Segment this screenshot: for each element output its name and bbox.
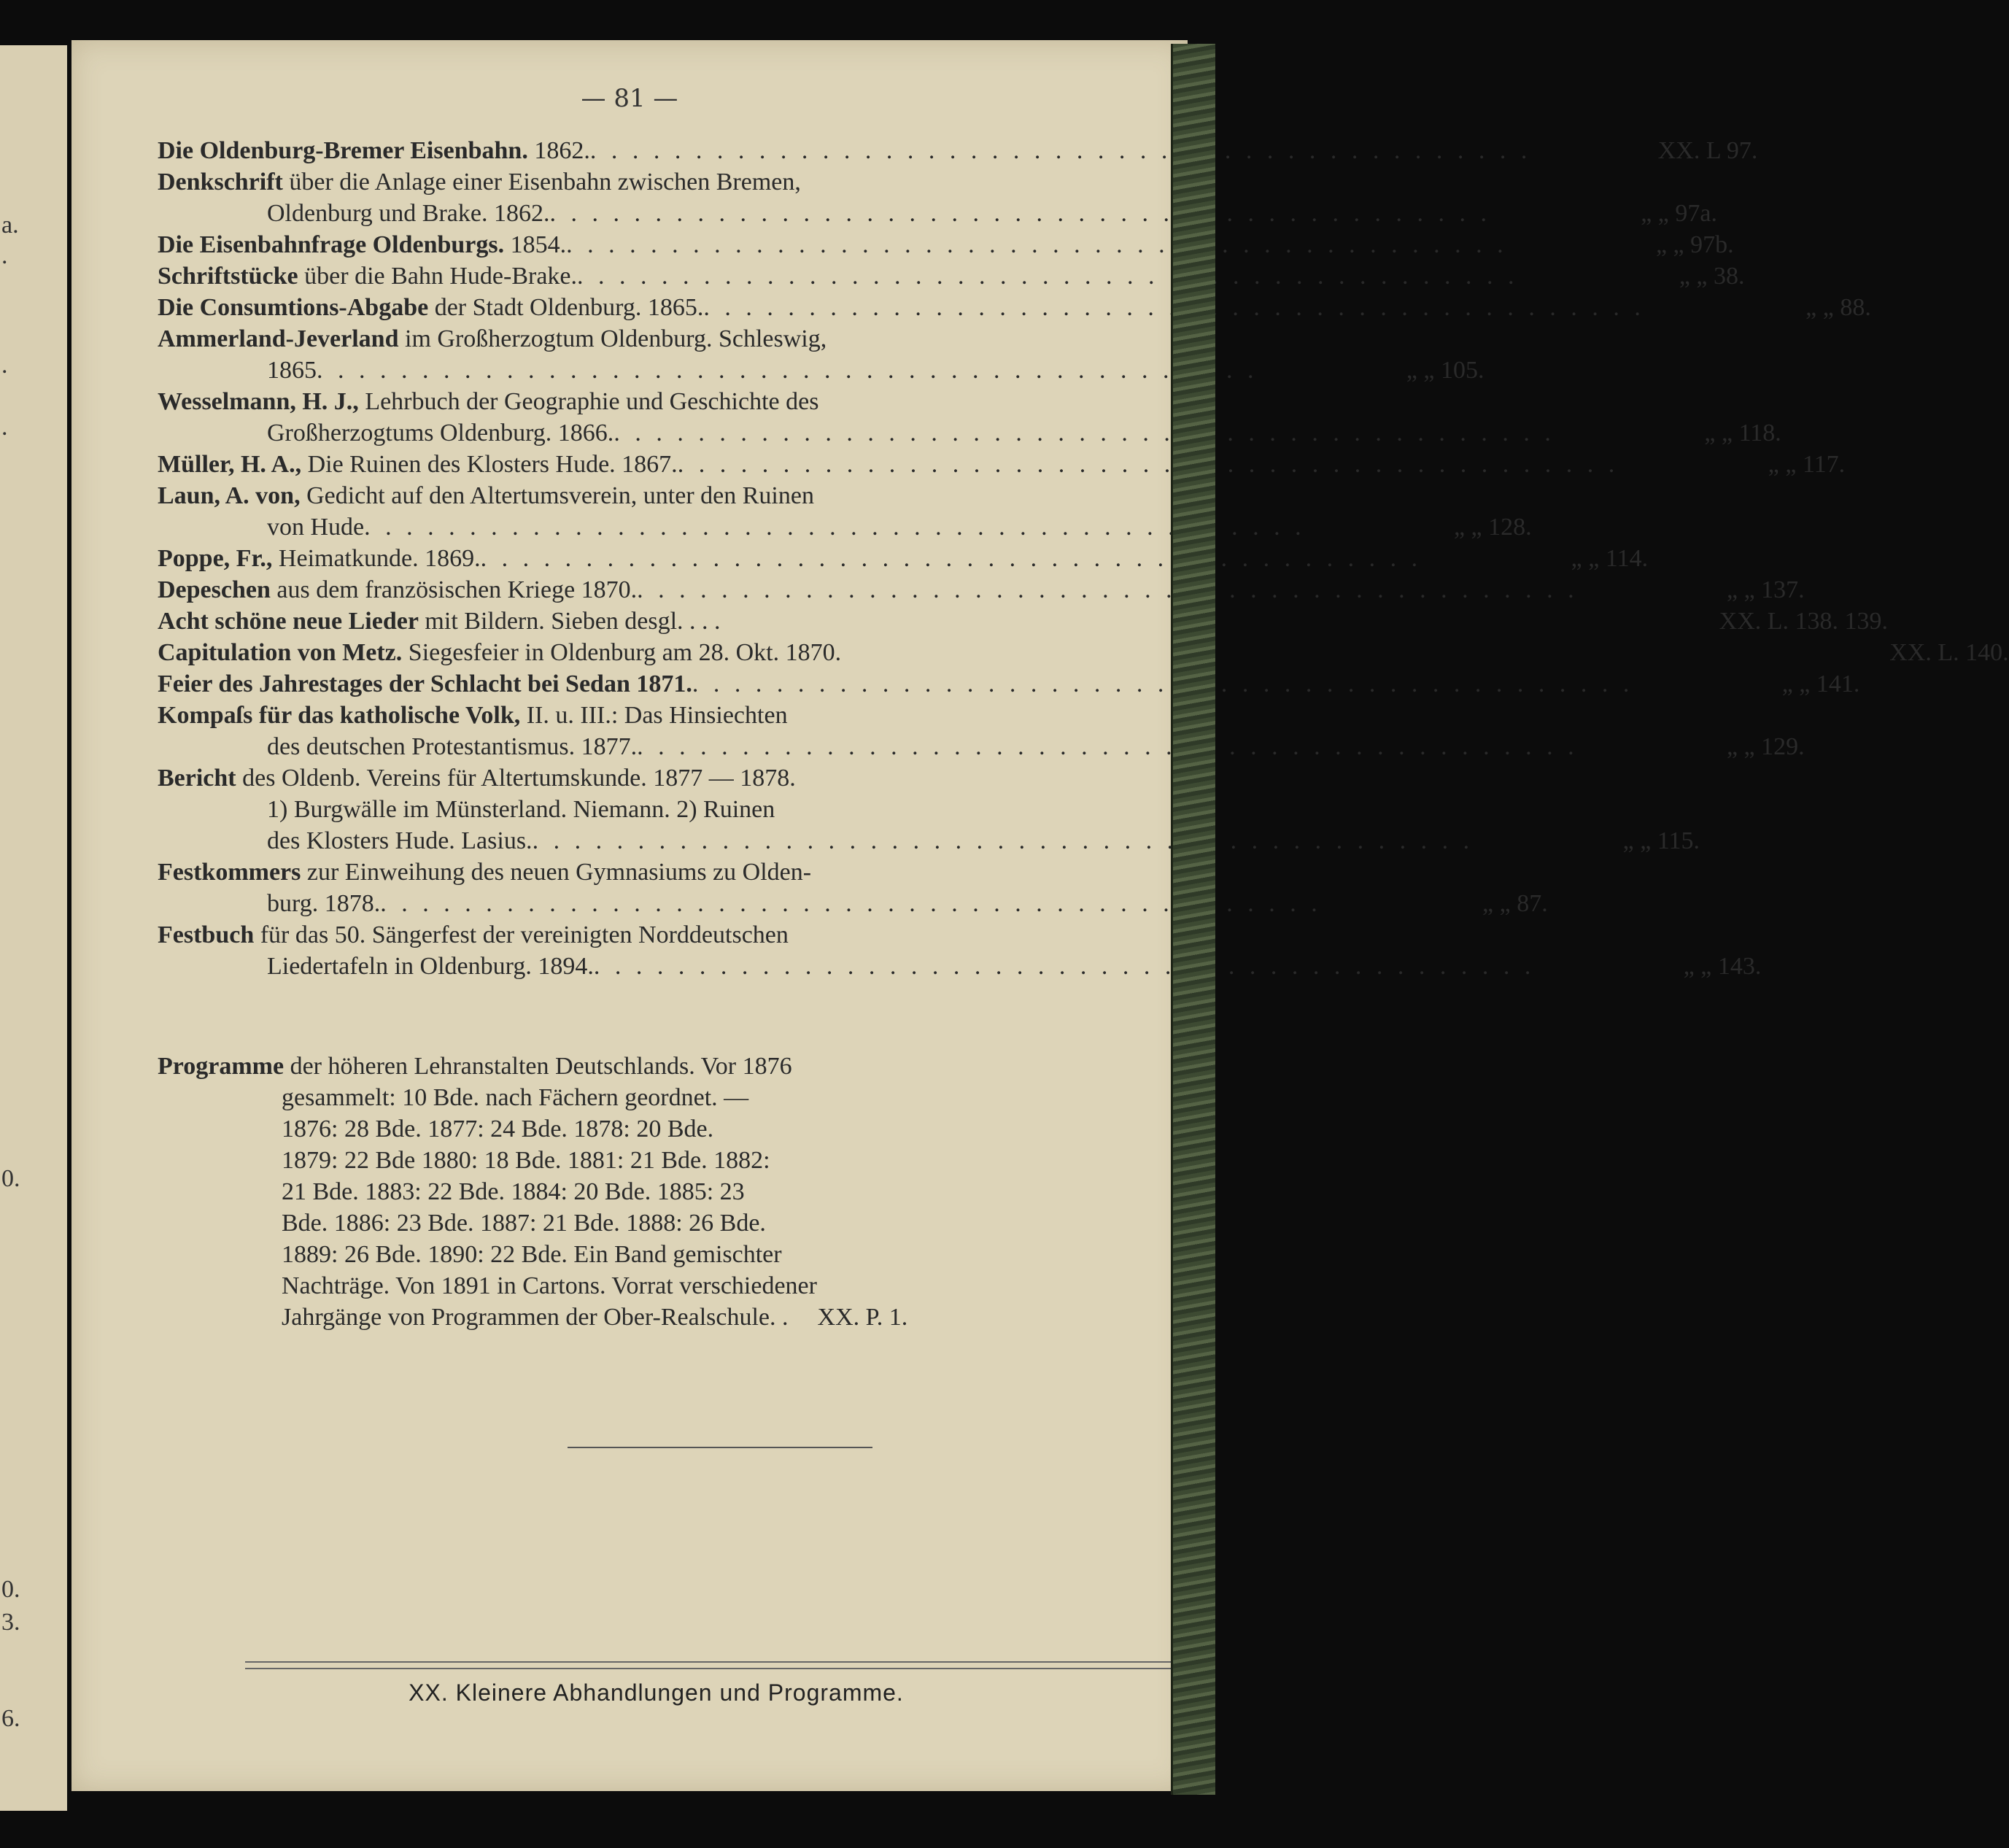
shelf-reference: „ „ 38.	[1679, 263, 1745, 290]
shelf-reference: „ „ 141.	[1781, 670, 1860, 697]
entry-description: der Stadt Oldenburg. 1865.	[428, 294, 704, 321]
entry-line	[158, 543, 1649, 574]
entry-line	[158, 260, 1745, 292]
entry-description: des Oldenb. Vereins für Altertumskunde. 1877 — 1878.	[236, 765, 796, 792]
catalog-entry	[158, 574, 1805, 606]
dot-leader	[549, 198, 1491, 229]
shelf-reference	[1753, 857, 1979, 888]
entry-line	[158, 449, 1846, 480]
entry-description: Gedicht auf den Altertumsverein, unter den Ruinen	[300, 482, 814, 509]
shelf-reference: „ „ 114.	[1571, 545, 1649, 572]
entry-description: mit Bildern. Sieben desgl. . . .	[418, 608, 721, 635]
entry-line	[158, 386, 1186, 417]
dot-leader	[678, 449, 1619, 480]
entry-heading: Capitulation von Metz.	[158, 639, 403, 666]
entry-line	[158, 919, 1186, 951]
entry-heading: Poppe, Fr.,	[158, 545, 273, 572]
entry-line	[158, 951, 1762, 982]
programme-heading: Programme	[158, 1053, 284, 1080]
entry-line	[158, 857, 1186, 888]
shelf-reference: XX. L. 138. 139.	[1719, 608, 1889, 635]
margin-fragment: 6.	[1, 1705, 20, 1732]
dot-leader	[566, 229, 1508, 260]
book-page	[71, 40, 2009, 1791]
dot-leader	[594, 951, 1536, 982]
shelf-reference: XX. L. 140.	[1889, 639, 2009, 666]
margin-fragment: .	[1, 414, 8, 441]
entry-text	[158, 292, 703, 323]
shelf-reference: „ „ 115.	[1622, 827, 1700, 854]
entry-text	[158, 229, 566, 260]
programme-text: 1879: 22 Bde 1880: 18 Bde. 1881: 21 Bde. 1882:	[282, 1147, 770, 1174]
entry-text	[158, 417, 613, 449]
entry-text	[158, 198, 549, 229]
entry-line	[158, 731, 1805, 762]
entry-description: im Großherzogtum Oldenburg. Schleswig,	[398, 325, 827, 352]
entry-line	[158, 355, 1485, 386]
entry-heading: Laun, A. von,	[158, 482, 301, 509]
dot-leader	[590, 135, 1532, 166]
entry-heading: Festkommers	[158, 859, 301, 886]
margin-fragment: .	[1, 352, 8, 379]
entry-heading: Kompaſs für das katholische Volk,	[158, 702, 521, 729]
entry-heading: Feier des Jahrestages der Schlacht bei Sedan 1871.	[158, 670, 692, 697]
entry-line	[158, 323, 1186, 355]
entry-line	[158, 888, 1548, 919]
dot-leader	[481, 543, 1422, 574]
dot-leader	[637, 731, 1579, 762]
shelf-reference: XX. P. 1.	[817, 1304, 908, 1331]
entry-description: Liedertafeln in Oldenburg. 1894.	[267, 953, 594, 980]
entry-text	[158, 135, 590, 166]
entry-text	[158, 700, 788, 731]
catalog-entry	[158, 449, 1846, 480]
programme-text: Bde. 1886: 23 Bde. 1887: 21 Bde. 1888: 26 Bde.	[282, 1210, 766, 1237]
catalog-entry	[158, 166, 1717, 229]
catalog-entry	[158, 606, 1889, 637]
entry-text	[158, 449, 678, 480]
entry-description: 1854.	[504, 231, 567, 258]
entry-text	[158, 606, 721, 637]
entry-description: Heimatkunde. 1869.	[272, 545, 481, 572]
entry-description: aus dem französischen Kriege 1870.	[270, 576, 638, 603]
entry-description: 1) Burgwälle im Münsterland. Niemann. 2) Ruinen	[267, 796, 775, 823]
shelf-reference: „ „ 87.	[1482, 890, 1548, 917]
margin-fragment: .	[1, 242, 8, 269]
entry-heading: Die Oldenburg-Bremer Eisenbahn.	[158, 137, 528, 164]
entry-text	[158, 637, 841, 668]
footer-rule-bottom	[245, 1668, 1201, 1669]
entry-text	[158, 762, 796, 794]
entry-description: Siegesfeier in Oldenburg am 28. Okt. 1870.	[402, 639, 842, 666]
catalog-entry	[158, 700, 1805, 762]
shelf-reference	[1737, 762, 1963, 794]
dot-leader	[692, 668, 1634, 700]
entry-heading: Acht schöne neue Lieder	[158, 608, 419, 635]
entry-text	[158, 260, 577, 292]
entry-line	[158, 668, 1860, 700]
entry-heading: Wesselmann, H. J.,	[158, 388, 359, 415]
catalog-entry	[158, 323, 1485, 386]
entry-line	[158, 574, 1805, 606]
entry-line	[158, 480, 1186, 511]
catalog-entry	[158, 668, 1860, 700]
catalog-entry	[158, 260, 1745, 292]
entry-text	[158, 951, 594, 982]
programme-line	[158, 1145, 1120, 1176]
entry-description: des Klosters Hude. Lasius.	[267, 827, 533, 854]
entry-description: von Hude	[267, 514, 365, 541]
footer-rule-top	[245, 1661, 1201, 1663]
shelf-reference	[1760, 386, 1986, 417]
catalog-entry	[158, 135, 1758, 166]
entry-description: burg. 1878.	[267, 890, 381, 917]
entry-line	[158, 198, 1717, 229]
dot-leader	[613, 417, 1555, 449]
entry-text	[158, 355, 317, 386]
entry-description: Oldenburg und Brake. 1862.	[267, 200, 550, 227]
programme-entry	[158, 1051, 1120, 1333]
dot-leader	[577, 260, 1519, 292]
entry-heading: Depeschen	[158, 576, 271, 603]
shelf-reference	[1716, 794, 1943, 825]
catalog-entry	[158, 229, 1734, 260]
entry-heading: Ammerland-Jeverland	[158, 325, 399, 352]
entry-description: Lehrbuch der Geographie und Geschichte des	[358, 388, 819, 415]
entry-text	[158, 857, 811, 888]
entry-description: des deutschen Protestantismus. 1877.	[267, 733, 638, 760]
entry-heading: Denkschrift	[158, 169, 283, 196]
entry-heading: Die Eisenbahnfrage Oldenburgs.	[158, 231, 505, 258]
entry-line	[158, 637, 2009, 668]
entry-description: über die Bahn Hude-Brake.	[298, 263, 578, 290]
book-spine	[1171, 44, 1215, 1795]
entry-line	[158, 229, 1734, 260]
entry-text	[158, 825, 533, 857]
margin-fragment: a.	[1, 212, 19, 239]
entry-line	[158, 794, 1186, 825]
shelf-reference: „ „ 129.	[1726, 733, 1805, 760]
catalog-entry	[158, 292, 1871, 323]
shelf-reference: „ „ 117.	[1768, 451, 1846, 478]
entry-line	[158, 762, 1186, 794]
page-footer: XX. Kleinere Abhandlungen und Programme.	[409, 1679, 904, 1706]
entry-line	[158, 511, 1532, 543]
margin-fragment: 0.	[1, 1165, 20, 1192]
shelf-reference: „ „ 105.	[1406, 357, 1485, 384]
entry-line	[158, 417, 1781, 449]
shelf-reference: „ „ 88.	[1805, 294, 1871, 321]
programme-line	[158, 1270, 1120, 1302]
entry-text	[158, 166, 801, 198]
dot-leader	[533, 825, 1474, 857]
entry-line	[158, 135, 1758, 166]
programme-line	[158, 1302, 1120, 1333]
programme-line	[158, 1239, 1120, 1270]
entry-description: Großherzogtums Oldenburg. 1866.	[267, 420, 614, 446]
shelf-reference: „ „ 118.	[1704, 420, 1781, 446]
entry-heading: Schriftstücke	[158, 263, 298, 290]
shelf-reference	[1730, 919, 1956, 951]
shelf-reference	[1729, 700, 1955, 731]
dot-leader	[637, 574, 1579, 606]
programme-text: Nachträge. Von 1891 in Cartons. Vorrat verschiedener	[282, 1272, 817, 1299]
entry-description: zur Einweihung des neuen Gymnasiums zu Olden-	[301, 859, 812, 886]
programme-line	[158, 1176, 1120, 1207]
entry-heading: Bericht	[158, 765, 236, 792]
entry-text	[158, 794, 775, 825]
programme-line	[158, 1051, 1120, 1082]
divider-rule	[568, 1447, 872, 1448]
shelf-reference: „ „ 137.	[1726, 576, 1805, 603]
catalog-entry	[158, 857, 1548, 919]
shelf-reference: „ „ 97b.	[1655, 231, 1734, 258]
programme-text: 1876: 28 Bde. 1877: 24 Bde. 1878: 20 Bde.	[282, 1116, 714, 1143]
entry-text	[158, 919, 789, 951]
entry-line	[158, 825, 1700, 857]
entry-line	[158, 606, 1889, 637]
margin-fragment: 3.	[1, 1609, 20, 1636]
entry-text	[158, 386, 818, 417]
shelf-reference	[1755, 480, 1981, 511]
shelf-reference: „ „ 128.	[1453, 514, 1532, 541]
programme-line	[158, 1113, 1120, 1145]
catalog-entry	[158, 480, 1532, 543]
programme-line	[158, 1207, 1120, 1239]
entry-text	[158, 480, 814, 511]
programme-text: der höheren Lehranstalten Deutschlands. Vor 1876	[284, 1053, 792, 1080]
programme-text: Jahrgänge von Programmen der Ober-Realschule. .	[282, 1304, 789, 1331]
entry-heading: Festbuch	[158, 921, 255, 948]
catalog-entry	[158, 637, 2009, 668]
previous-page-edge	[0, 45, 67, 1811]
dot-leader	[364, 511, 1306, 543]
entry-description: über die Anlage einer Eisenbahn zwischen Bremen,	[282, 169, 801, 196]
shelf-reference: XX. L 97.	[1657, 137, 1758, 164]
catalog-entry	[158, 386, 1781, 449]
entry-text	[158, 668, 692, 700]
entry-line	[158, 700, 1186, 731]
shelf-reference: „ „ 97a.	[1641, 200, 1717, 227]
page-number: — 81 —	[581, 84, 678, 113]
programme-text: 21 Bde. 1883: 22 Bde. 1884: 20 Bde. 1885: 23	[282, 1178, 745, 1205]
catalog-entries	[158, 135, 2009, 982]
shelf-reference: „ „ 143.	[1683, 953, 1762, 980]
entry-heading: Die Consumtions-Abgabe	[158, 294, 429, 321]
entry-heading: Müller, H. A.,	[158, 451, 302, 478]
programme-line	[158, 1082, 1120, 1113]
entry-line	[158, 292, 1871, 323]
entry-description: II. u. III.: Das Hinsiechten	[520, 702, 788, 729]
entry-description: 1865	[267, 357, 317, 384]
entry-description: für das 50. Sängerfest der vereinigten Norddeutschen	[254, 921, 789, 948]
programme-text: gesammelt: 10 Bde. nach Fächern geordnet. —	[282, 1084, 749, 1111]
entry-text	[158, 731, 637, 762]
catalog-entry	[158, 919, 1762, 982]
entry-description: 1862.	[527, 137, 590, 164]
catalog-entry	[158, 543, 1649, 574]
shelf-reference	[1742, 166, 1968, 198]
dot-leader	[317, 355, 1258, 386]
catalog-entry	[158, 762, 1700, 857]
entry-line	[158, 166, 1186, 198]
entry-text	[158, 574, 637, 606]
entry-text	[158, 543, 481, 574]
entry-text	[158, 511, 364, 543]
entry-description: Die Ruinen des Klosters Hude. 1867.	[301, 451, 678, 478]
shelf-reference	[1768, 323, 1994, 355]
margin-fragment: 0.	[1, 1576, 20, 1603]
entry-text	[158, 888, 380, 919]
programme-text: 1889: 26 Bde. 1890: 22 Bde. Ein Band gemischter	[282, 1241, 782, 1268]
entry-text	[158, 323, 827, 355]
